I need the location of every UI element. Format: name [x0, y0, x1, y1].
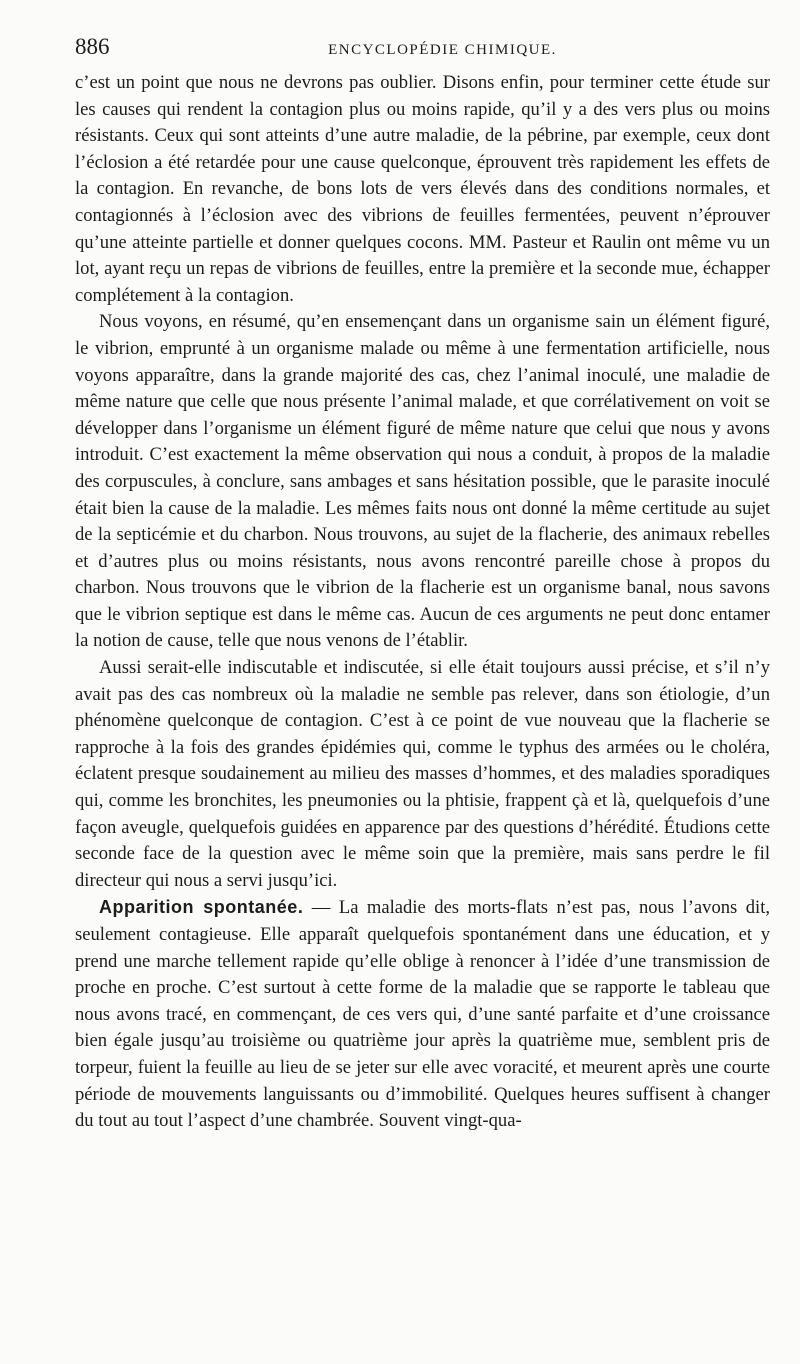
section-dash: — [303, 897, 339, 919]
paragraph-3: Aussi serait-elle indiscutable et indiscutée, si elle était toujours aussi précise, et s’il n’y avait pas des cas nombreux où la maladie ne semble pas relever, dans son étiologie, d’un phénomène quelconque de contagion. C’est à ce point de vue nouveau que la flacherie se rapproche à la fois des grandes épidémies qui, comme le typhus des armées ou le choléra, éclatent presque soudainement au milieu des masses d’hommes, et des maladies sporadiques qui, comme les bronchites, les pneumonies ou la phtisie, frappent çà et là, quelquefois d’une façon aveugle, quelquefois guidées en apparence par des questions d’hérédité. Étudions cette seconde face de la question avec le même soin que la première, mais sans perdre le fil directeur qui nous a servi jusqu’ici. [75, 657, 770, 891]
section-text: La maladie des morts-flats n’est pas, nous l’avons dit, seulement contagieuse. Elle apparaît quelquefois spontanément dans une éducation, et y prend une marche tellement rapide qu’elle oblige à renoncer à l’idée d’une transmission de proche en proche. C’est surtout à cette forme de la maladie que se rapporte le tableau que nous avons tracé, en commençant, de ces vers qui, d’une santé parfaite et d’une croissance bien égale jusqu’au troisième ou quatrième jour après la quatrième mue, semblent pris de torpeur, fuient la feuille au lieu de se jeter sur elle avec voracité, et meurent après une courte période de mouvements languissants ou d’immobilité. Quelques heures suffisent à changer du tout au tout l’aspect d’une chambrée. Souvent vingt-qua- [75, 897, 771, 1132]
section-heading: Apparition spontanée. [99, 897, 304, 918]
body-text [75, 70, 770, 1135]
section-apparition-spontanee [75, 894, 770, 1134]
page-number: 886 [75, 34, 110, 59]
page-header [75, 34, 770, 70]
paragraph-1: c’est un point que nous ne devrons pas oublier. Disons enfin, pour terminer cette étude sur les causes qui rendent la contagion plus ou moins rapide, qu’il y a des vers plus ou moins résistants. Ceux qui sont atteints d’une autre maladie, de la pébrine, par exemple, ceux dont l’éclosion a été retardée pour une cause quelconque, éprouvent très rapidement les effets de la contagion. En revanche, de bons lots de vers élevés dans des conditions normales, et contagionnés à l’éclosion avec des vibrions de feuilles fermentées, peuvent n’éprouver qu’une atteinte partielle et donner quelques cocons. MM. Pasteur et Raulin ont même vu un lot, ayant reçu un repas de vibrions de feuilles, entre la première et la seconde mue, échapper complétement à la contagion. [75, 72, 770, 306]
paragraph-2: Nous voyons, en résumé, qu’en ensemençant dans un organisme sain un élément figuré, le vibrion, emprunté à un organisme malade ou même à une fermentation artificielle, nous voyons apparaître, dans la grande majorité des cas, chez l’animal inoculé, une maladie de même nature que celle que nous présente l’animal malade, et que corrélativement on voit se développer dans l’organisme un élément figuré de même nature que celui que nous y avons introduit. C’est exactement la même observation qui nous a conduit, à propos de la maladie des corpuscules, à conclure, sans ambages et sans hésitation possible, que le parasite inoculé était bien la cause de la maladie. Les mêmes faits nous ont donné la même certitude au sujet de la septicémie et du charbon. Nous trouvons, au sujet de la flacherie, des animaux rebelles et d’autres plus ou moins résistants, nous avons rencontré pareille chose à propos du charbon. Nous trouvons que le vibrion de la flacherie est un organisme banal, nous savons que le vibrion septique est dans le même cas. Aucun de ces arguments ne peut donc entamer la notion de cause, telle que nous venons de l’établir. [75, 311, 770, 652]
running-title: ENCYCLOPÉDIE CHIMIQUE. [328, 42, 557, 58]
